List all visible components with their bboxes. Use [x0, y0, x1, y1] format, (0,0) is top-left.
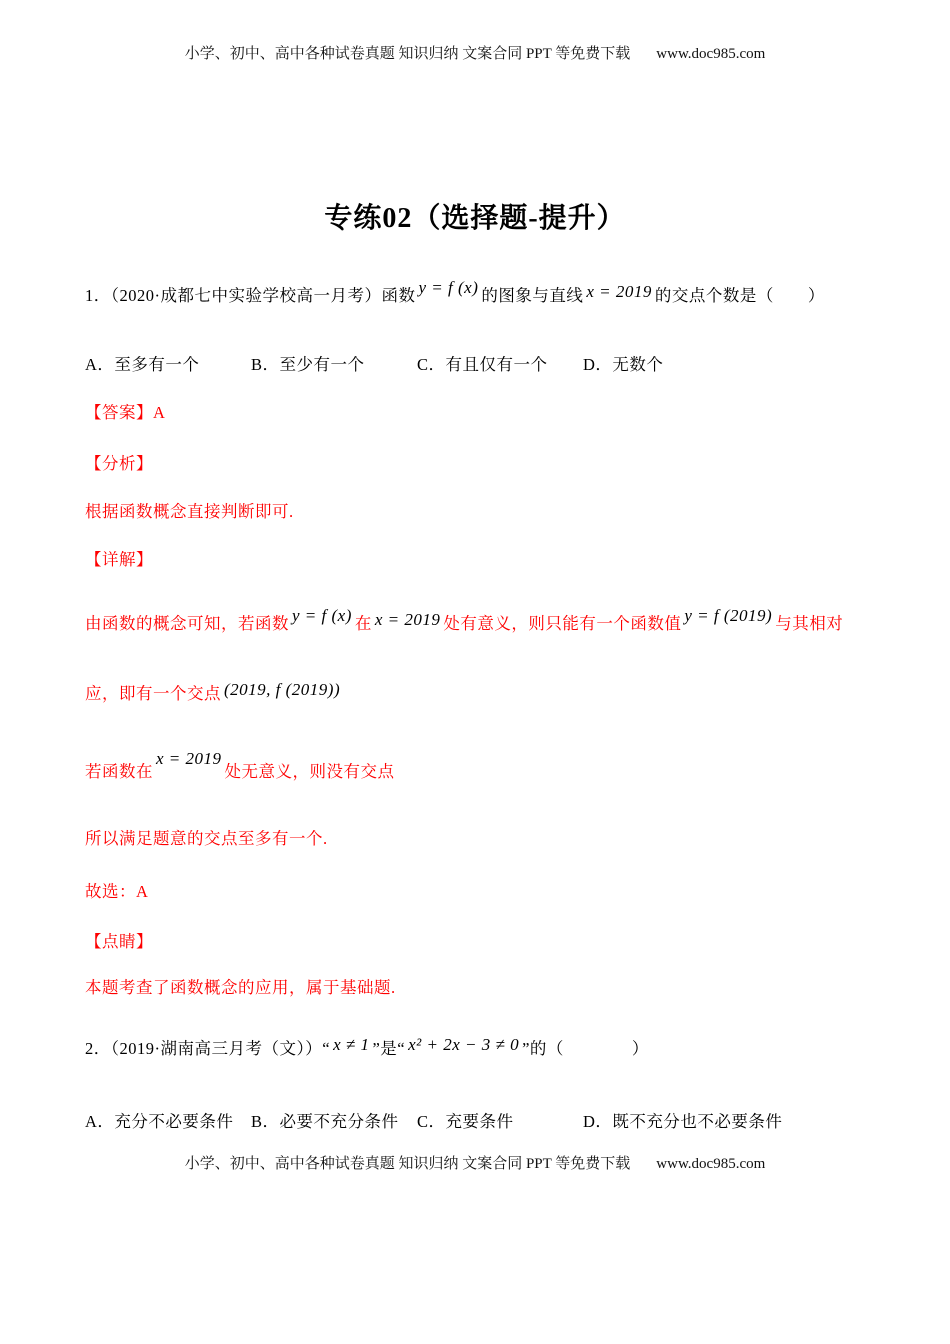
footer-url: www.doc985.com [656, 1156, 766, 1172]
q2-option-d: D．既不充分也不必要条件 [583, 1112, 783, 1131]
q1-analysis-label: 【分析】 [85, 454, 153, 473]
q2-option-c: C．充要条件 [417, 1112, 514, 1131]
q2-stem-suffix: ”的（ ） [522, 1039, 649, 1058]
q2-stem-mid: ”是“ [372, 1039, 406, 1058]
q1-detail-label: 【详解】 [85, 550, 153, 569]
question-1-stem [85, 278, 865, 309]
q2-math-quadratic: x² + 2x − 3 ≠ 0 [408, 1035, 520, 1054]
q1-detail3-math-x2019: x = 2019 [156, 749, 222, 768]
q2-option-b: B．必要不充分条件 [251, 1112, 399, 1131]
q1-analysis-text: 根据函数概念直接判断即可. [85, 502, 294, 521]
q1-detail1-text-c: 处有意义，则只能有一个函数值 [443, 614, 682, 633]
q1-detail2-text: 应，即有一个交点 [85, 684, 221, 703]
q2-math-x-neq-1: x ≠ 1 [333, 1035, 370, 1054]
question-2-options [85, 1110, 865, 1134]
q2-option-a: A．充分不必要条件 [85, 1112, 234, 1131]
q1-option-b: B．至少有一个 [251, 355, 365, 374]
footer-text: 小学、初中、高中各种试卷真题 知识归纳 文案合同 PPT 等免费下载 [184, 1156, 631, 1172]
question-1-options [85, 353, 865, 377]
q1-option-c: C．有且仅有一个 [417, 355, 548, 374]
page-footer [0, 1152, 950, 1173]
q1-answer-line [85, 401, 865, 425]
q1-answer-label: 【答案】 [85, 403, 153, 422]
q1-detail1-math-f2019: y = f (2019) [684, 606, 773, 625]
q1-stem-suffix: 的交点个数是（ ） [654, 286, 825, 305]
q1-detail-line-2 [85, 682, 865, 707]
q1-tip-text: 本题考查了函数概念的应用，属于基础题. [85, 978, 396, 997]
q1-conclusion: 故选：A [85, 882, 149, 901]
q1-tip-label: 【点睛】 [85, 932, 153, 951]
q1-detail2-math-point: (2019, f (2019)) [224, 680, 341, 699]
q1-math-y-equals-fx: y = f (x) [418, 278, 479, 297]
q1-detail1-text-a: 由函数的概念可知，若函数 [85, 614, 289, 633]
q1-detail-line-1 [85, 606, 865, 637]
q1-math-x-equals-2019: x = 2019 [586, 282, 652, 301]
q1-detail1-text-d: 与其相对 [775, 614, 844, 633]
header-text: 小学、初中、高中各种试卷真题 知识归纳 文案合同 PPT 等免费下载 [184, 46, 631, 62]
q1-detail3-text-b: 处无意义，则没有交点 [224, 762, 395, 781]
q1-stem-mid: 的图象与直线 [481, 286, 584, 305]
question-2-stem [85, 1037, 865, 1062]
q1-stem-prefix: 1．（2020·成都七中实验学校高一月考）函数 [85, 286, 416, 305]
page-title: 专练02（选择题-提升） [324, 203, 626, 234]
q1-detail-line-4: 所以满足题意的交点至多有一个. [85, 829, 328, 848]
q2-stem-prefix: 2．（2019·湖南高三月考（文））“ [85, 1039, 331, 1058]
q1-option-a: A．至多有一个 [85, 355, 200, 374]
q1-detail1-math-x2019: x = 2019 [374, 610, 441, 629]
q1-option-d: D．无数个 [583, 355, 664, 374]
q1-detail1-math-fx: y = f (x) [292, 606, 352, 625]
page-header [0, 42, 950, 63]
q1-detail-line-3 [85, 749, 865, 785]
q1-answer-value: A [153, 403, 166, 422]
q1-detail1-text-b: 在 [354, 614, 372, 633]
header-url: www.doc985.com [656, 46, 766, 62]
q1-detail3-text-a: 若函数在 [85, 762, 153, 781]
